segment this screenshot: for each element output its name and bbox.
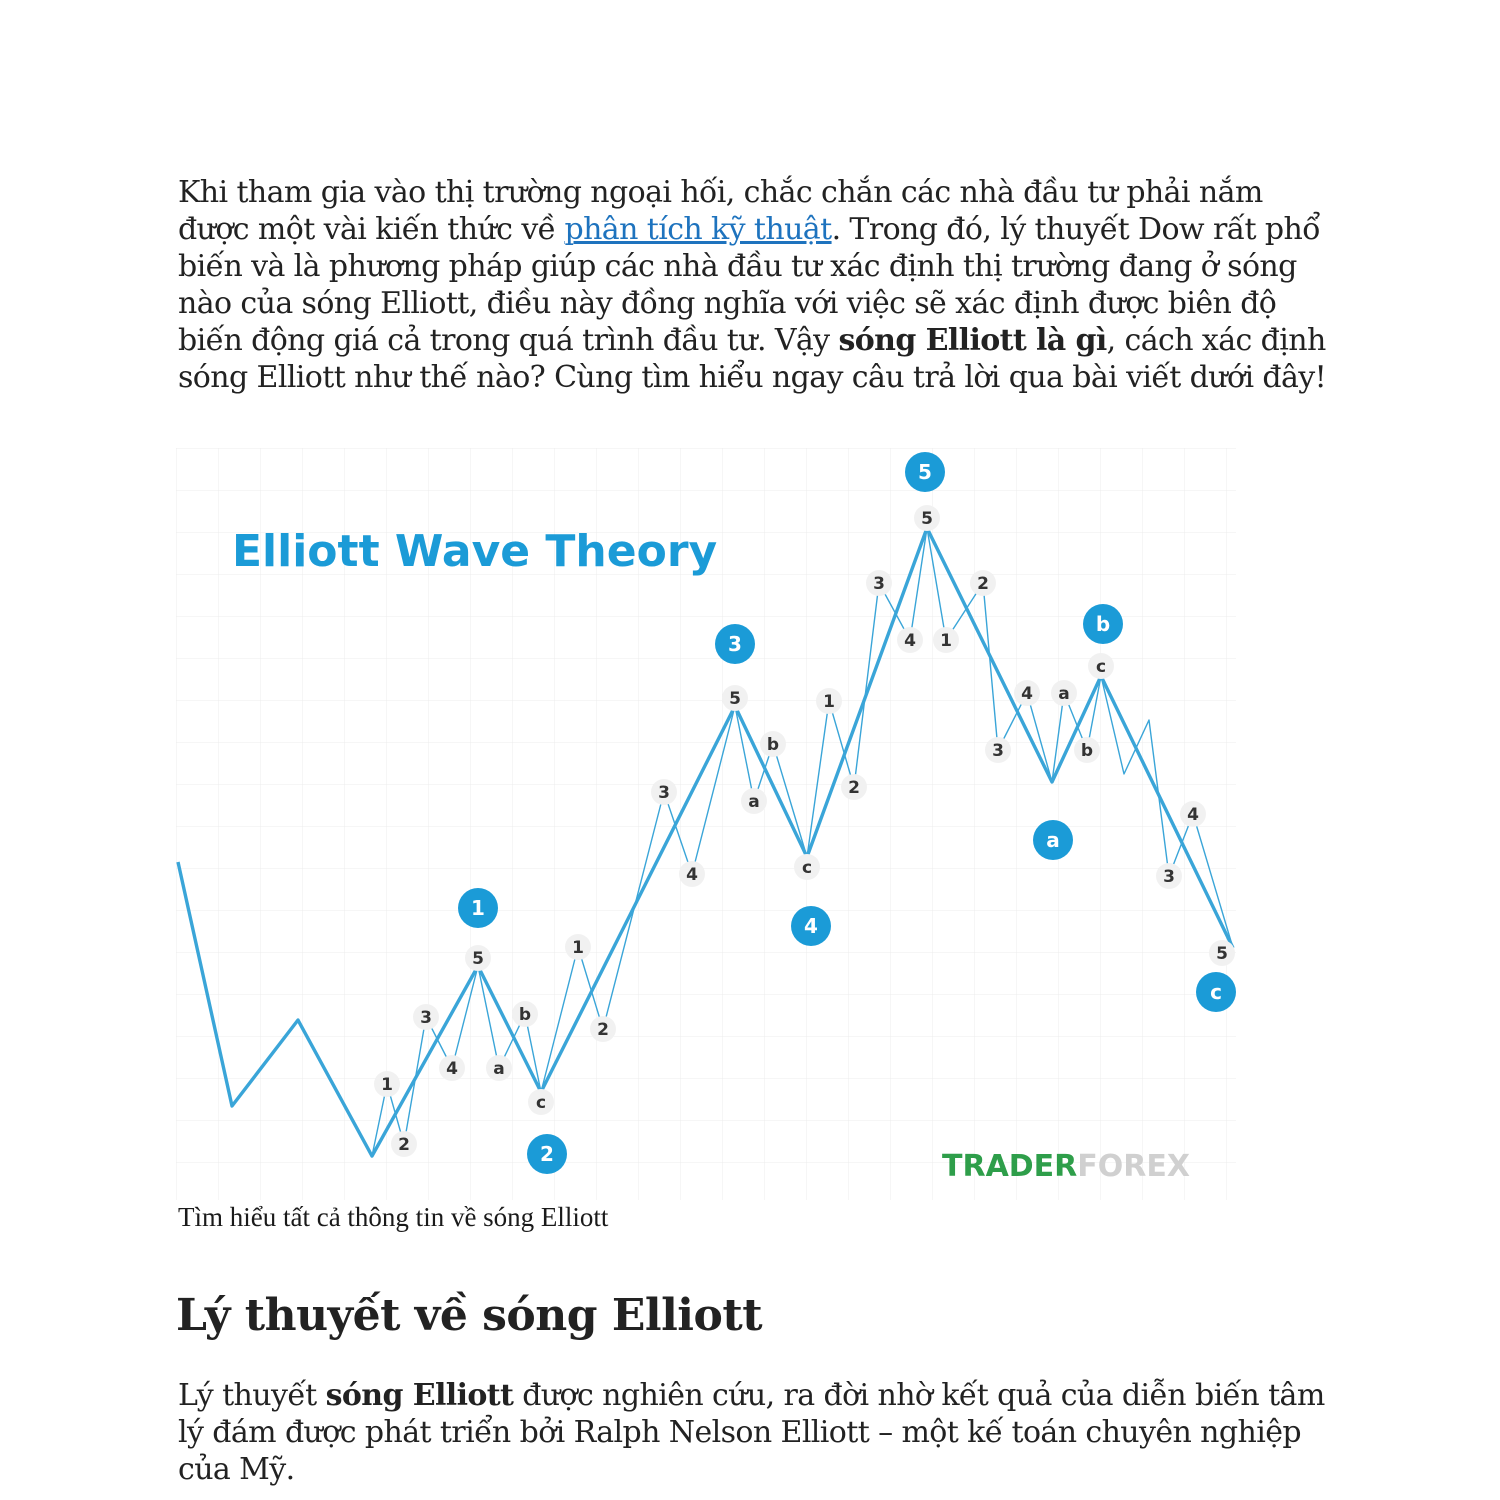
svg-text:b: b	[1080, 741, 1094, 761]
minor-label	[1209, 940, 1235, 966]
svg-text:4: 4	[446, 1059, 458, 1079]
major-wave-badge	[715, 624, 755, 664]
section-heading: Lý thuyết về sóng Elliott	[176, 1290, 763, 1341]
svg-text:a: a	[1046, 828, 1060, 852]
svg-text:a: a	[1058, 684, 1070, 704]
svg-text:4: 4	[1021, 684, 1033, 704]
svg-text:2: 2	[597, 1020, 609, 1040]
svg-text:1: 1	[381, 1075, 393, 1095]
svg-text:4: 4	[804, 914, 818, 938]
section-paragraph	[178, 1377, 1338, 1488]
svg-text:1: 1	[823, 692, 835, 712]
minor-label	[760, 731, 786, 757]
svg-text:3: 3	[728, 632, 742, 656]
minor-label	[413, 1004, 439, 1030]
svg-text:4: 4	[686, 865, 698, 885]
svg-text:b: b	[518, 1005, 532, 1025]
intro-text-2: . Trong đó, lý thuyết Dow rất phổ biến và là phương pháp giúp các nhà đầu tư xác định thị trường đang ở sóng nào của sóng Elliott, điều này đồng nghĩa với việc sẽ xác định được biên độ biến động giá cả trong quá trình đầu tư. Vậy	[178, 212, 1320, 358]
minor-label	[816, 688, 842, 714]
intro-bold-question: sóng Elliott là gì	[838, 323, 1107, 358]
brand-logo-forex: FOREX	[1077, 1149, 1191, 1184]
diagram-title: Elliott Wave Theory	[232, 526, 718, 577]
minor-label	[794, 854, 820, 880]
minor-label	[528, 1089, 554, 1115]
minor-label	[486, 1055, 512, 1081]
technical-analysis-link[interactable]: phân tích kỹ thuật	[564, 212, 832, 247]
elliott-wave-diagram	[176, 448, 1236, 1200]
section-text-2: được nghiên cứu, ra đời nhờ kết quả của diễn biến tâm lý đám được phát triển bởi Ralph Nelson Elliott – một kế toán chuyên nghiệp của Mỹ.	[178, 1378, 1325, 1487]
minor-label	[439, 1055, 465, 1081]
svg-text:a: a	[493, 1059, 505, 1079]
svg-text:1: 1	[940, 631, 952, 651]
svg-text:b: b	[1095, 612, 1111, 636]
minor-label	[933, 627, 959, 653]
intro-paragraph	[178, 174, 1338, 396]
minor-label	[985, 737, 1011, 763]
svg-text:c: c	[801, 858, 813, 878]
svg-text:3: 3	[992, 741, 1004, 761]
major-wave-badge	[1083, 604, 1123, 644]
intro-text-3: , cách xác định sóng Elliott như thế nào? Cùng tìm hiểu ngay câu trả lời qua bài viết dưới đây!	[178, 323, 1327, 395]
svg-text:2: 2	[540, 1142, 554, 1166]
svg-text:5: 5	[921, 509, 933, 529]
svg-text:4: 4	[904, 631, 916, 651]
minor-label	[1074, 737, 1100, 763]
svg-text:2: 2	[977, 574, 989, 594]
svg-text:a: a	[748, 792, 760, 812]
svg-text:5: 5	[472, 949, 484, 969]
major-wave-badge	[1033, 820, 1073, 860]
svg-text:3: 3	[1163, 867, 1175, 887]
svg-text:4: 4	[1187, 805, 1199, 825]
brand-logo-trader: TRADER	[942, 1149, 1078, 1184]
minor-label	[841, 774, 867, 800]
brand-logo	[942, 1149, 1190, 1184]
minor-label	[722, 685, 748, 711]
svg-text:5: 5	[918, 460, 932, 484]
minor-label	[651, 779, 677, 805]
section-text-1: Lý thuyết	[178, 1378, 326, 1413]
elliott-wave-figure	[176, 448, 1236, 1200]
svg-text:b: b	[766, 735, 780, 755]
major-wave-badge	[1196, 972, 1236, 1012]
minor-label	[512, 1001, 538, 1027]
minor-label	[1156, 863, 1182, 889]
svg-text:1: 1	[572, 938, 584, 958]
minor-label	[1088, 653, 1114, 679]
svg-text:2: 2	[398, 1135, 410, 1155]
svg-text:c: c	[1095, 657, 1107, 677]
intro-text-1: Khi tham gia vào thị trường ngoại hối, chắc chắn các nhà đầu tư phải nắm được một vài kiến thức về	[178, 175, 1263, 247]
svg-text:3: 3	[658, 783, 670, 803]
svg-text:c: c	[535, 1093, 547, 1113]
major-wave-badge	[905, 452, 945, 492]
major-wave-badge	[791, 906, 831, 946]
minor-label	[374, 1071, 400, 1097]
minor-label	[1014, 680, 1040, 706]
minor-label	[970, 570, 996, 596]
minor-label	[914, 505, 940, 531]
minor-label	[1051, 680, 1077, 706]
major-wave-badge	[527, 1134, 567, 1174]
minor-label	[391, 1131, 417, 1157]
svg-text:c: c	[1210, 980, 1222, 1004]
minor-label	[465, 945, 491, 971]
minor-label	[565, 934, 591, 960]
minor-label	[741, 788, 767, 814]
svg-text:3: 3	[873, 574, 885, 594]
svg-text:2: 2	[848, 778, 860, 798]
svg-text:5: 5	[1216, 944, 1228, 964]
major-wave-badge	[458, 888, 498, 928]
figure-caption: Tìm hiểu tất cả thông tin về sóng Elliott	[178, 1202, 609, 1232]
minor-label	[866, 570, 892, 596]
svg-text:5: 5	[729, 689, 741, 709]
section-bold-term: sóng Elliott	[325, 1378, 514, 1413]
svg-text:3: 3	[420, 1008, 432, 1028]
svg-text:1: 1	[471, 896, 485, 920]
minor-label	[679, 861, 705, 887]
minor-label	[897, 627, 923, 653]
minor-label	[590, 1016, 616, 1042]
minor-label	[1180, 801, 1206, 827]
